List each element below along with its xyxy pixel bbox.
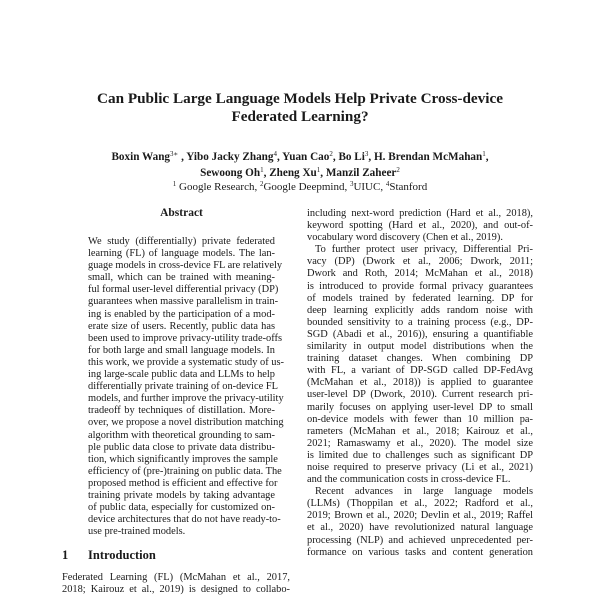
text-line: small, which can be trained with meaning- bbox=[88, 272, 275, 284]
text-line: models, and further improve the privacy-utility bbox=[88, 393, 284, 405]
author-name: Sewoong Oh bbox=[200, 167, 261, 179]
introduction-body bbox=[62, 572, 290, 596]
author-affiliation-mark: 2 bbox=[396, 166, 400, 174]
text-line: ing large-scale public data and LLMs to help bbox=[88, 369, 275, 381]
text-line: To further protect user privacy, Differential Pri- bbox=[315, 244, 533, 256]
text-line: et al., 2020) have revolutionized natural language bbox=[307, 522, 533, 534]
text-line: of models trained by federated learning. DP for bbox=[307, 292, 533, 304]
text-line: tradeoff by techniques of distillation. More- bbox=[88, 405, 275, 417]
text-line: noise required to preserve privacy (Li et al., 2021) bbox=[307, 461, 533, 473]
text-line: vacy (DP) (Dwork et al., 2006; Dwork, 2011; bbox=[307, 256, 533, 268]
right-column-body bbox=[307, 208, 533, 559]
text-line: (LLMs) (Thoppilan et al., 2022; Radford et al., bbox=[307, 498, 533, 510]
text-line: guage models in cross-device FL are relatively bbox=[88, 260, 283, 272]
text-line: ing is enabled by the participation of a mod- bbox=[88, 308, 275, 320]
author-affiliation-mark: 1 bbox=[316, 166, 321, 174]
text-line: erate size of users. Recently, public data has bbox=[88, 320, 275, 332]
text-line: learning (FL) of language models. The lan- bbox=[88, 248, 275, 260]
affiliation-name: Google Research, bbox=[176, 181, 260, 193]
affiliation-name: Stanford bbox=[389, 181, 428, 193]
text-line: for both large and small language models. In bbox=[88, 344, 275, 356]
author-name: , H. Brendan McMahan bbox=[368, 151, 483, 163]
title-line: Federated Learning? bbox=[231, 108, 369, 125]
text-line: is introduced to provide formal privacy guarantees bbox=[307, 280, 533, 292]
text-line: been used to improve privacy-utility trade-offs bbox=[88, 332, 282, 344]
author-name: Boxin Wang bbox=[111, 151, 171, 163]
text-line: with FL, a variant of DP-SGD called DP-FedAvg bbox=[307, 365, 533, 377]
text-line: 2021; Ramaswamy et al., 2020). The model size bbox=[307, 437, 533, 449]
text-line: algorithm with theoretical grounding to sam- bbox=[88, 429, 275, 441]
author-affiliation-mark: 1 bbox=[260, 166, 264, 174]
abstract-heading: Abstract bbox=[160, 207, 203, 219]
author-affiliation-mark: 4 bbox=[273, 150, 277, 158]
author-affiliation-mark: 3 bbox=[364, 150, 369, 158]
text-line: vocabulary word discovery (Chen et al., 2019). bbox=[307, 232, 503, 244]
abstract-body bbox=[88, 236, 284, 538]
text-line: differentially private training of on-device FL bbox=[88, 381, 278, 393]
affiliation-name: UIUC, bbox=[353, 181, 386, 193]
text-line: We study (differentially) private federated bbox=[88, 236, 275, 247]
text-line: Dwork and Roth, 2014; McMahan et al., 2018) bbox=[307, 268, 533, 280]
text-line: including next-word prediction (Hard et al., 2018), bbox=[307, 208, 533, 219]
text-line: ful formal user-level differential privacy (DP) bbox=[88, 284, 279, 296]
section-number: 1 bbox=[62, 548, 69, 562]
text-line: user-level DP (Dwork, 2010). Current research pri- bbox=[307, 389, 533, 401]
author-affiliation-mark: 2 bbox=[329, 150, 333, 158]
text-line: (McMahan et al., 2018)) is applied to guarantee bbox=[307, 377, 533, 389]
paper-title bbox=[0, 90, 600, 126]
text-line: this work, we provide a systematic study of us- bbox=[88, 356, 284, 368]
author-affiliation-mark: 3∗ bbox=[170, 150, 179, 158]
affiliation-mark: 4 bbox=[385, 180, 390, 188]
text-line: SGD (Abadi et al., 2016)), ensuring a quantifiable bbox=[307, 328, 533, 340]
text-line: Recent advances in large language models bbox=[315, 486, 533, 498]
author-name: , Bo Li bbox=[332, 151, 365, 163]
text-line: use pre-trained models. bbox=[88, 526, 186, 538]
text-line: device architectures that do not have ready-to- bbox=[88, 514, 281, 526]
author-name: , bbox=[485, 151, 489, 163]
affiliation-name: Google Deepmind, bbox=[263, 181, 350, 193]
affiliation-mark: 2 bbox=[259, 180, 264, 188]
text-line: over, we propose a novel distribution matching bbox=[88, 417, 284, 429]
text-line: formance on various tasks and content generation bbox=[307, 546, 533, 558]
author-name: , Yibo Jacky Zhang bbox=[178, 151, 274, 163]
affiliations bbox=[0, 180, 600, 194]
title-line: Can Public Large Language Models Help Private Cross-device bbox=[97, 90, 503, 107]
text-line: similarity in output model distributions when the bbox=[307, 341, 533, 353]
text-line: rameters (McMahan et al., 2018; Kairouz et al., bbox=[307, 425, 533, 437]
text-line: marily focuses on applying user-level DP to small bbox=[307, 401, 533, 413]
text-line: and the communication costs in cross-device FL. bbox=[307, 474, 511, 486]
text-line: guarantees when massive parallelism in train- bbox=[88, 296, 279, 308]
text-line: 2019; Brown et al., 2020; Devlin et al., 2019; Raffel bbox=[307, 510, 533, 522]
text-line: training dataset changes. When combining DP bbox=[307, 353, 533, 365]
text-line: Federated Learning (FL) (McMahan et al., 2017, bbox=[62, 572, 290, 583]
section-heading-introduction bbox=[62, 548, 156, 563]
author-list bbox=[0, 149, 600, 181]
text-line: of public data, especially for customized on- bbox=[88, 502, 275, 514]
text-line: on-device models with fewer than 10 million pa- bbox=[307, 413, 533, 425]
text-line: is limited due to challenges such as significant DP bbox=[307, 449, 533, 461]
author-name: , Yuan Cao bbox=[277, 151, 330, 163]
affiliation-mark: 3 bbox=[349, 180, 354, 188]
text-line: tion, which significantly improves the sample bbox=[88, 453, 278, 465]
text-line: 2018; Kairouz et al., 2019) is designed to collabo- bbox=[62, 584, 290, 596]
author-name: , Zheng Xu bbox=[263, 167, 317, 179]
text-line: deep learning explicitly adds random noise with bbox=[307, 304, 533, 316]
author-line bbox=[0, 165, 600, 181]
text-line: keyword spotting (Hard et al., 2020), and out-of- bbox=[307, 220, 533, 232]
text-line: training private models by taking advantage bbox=[88, 489, 275, 501]
text-line: bounded sensitivity to a training process (e.g., DP- bbox=[307, 316, 533, 328]
text-line: processing (NLP) and achieved unprecedented per- bbox=[307, 534, 533, 546]
author-line bbox=[0, 149, 600, 165]
author-affiliation-mark: 1 bbox=[482, 150, 486, 158]
section-title: Introduction bbox=[88, 548, 156, 562]
author-name: , Manzil Zaheer bbox=[320, 167, 397, 179]
text-line: ple public data close to private data distribu- bbox=[88, 441, 275, 453]
affiliation-mark: 1 bbox=[172, 180, 177, 188]
text-line: proposed method is efficient and effective for bbox=[88, 477, 278, 489]
text-line: efficiency of (pre-)training on public data. The bbox=[88, 465, 282, 477]
